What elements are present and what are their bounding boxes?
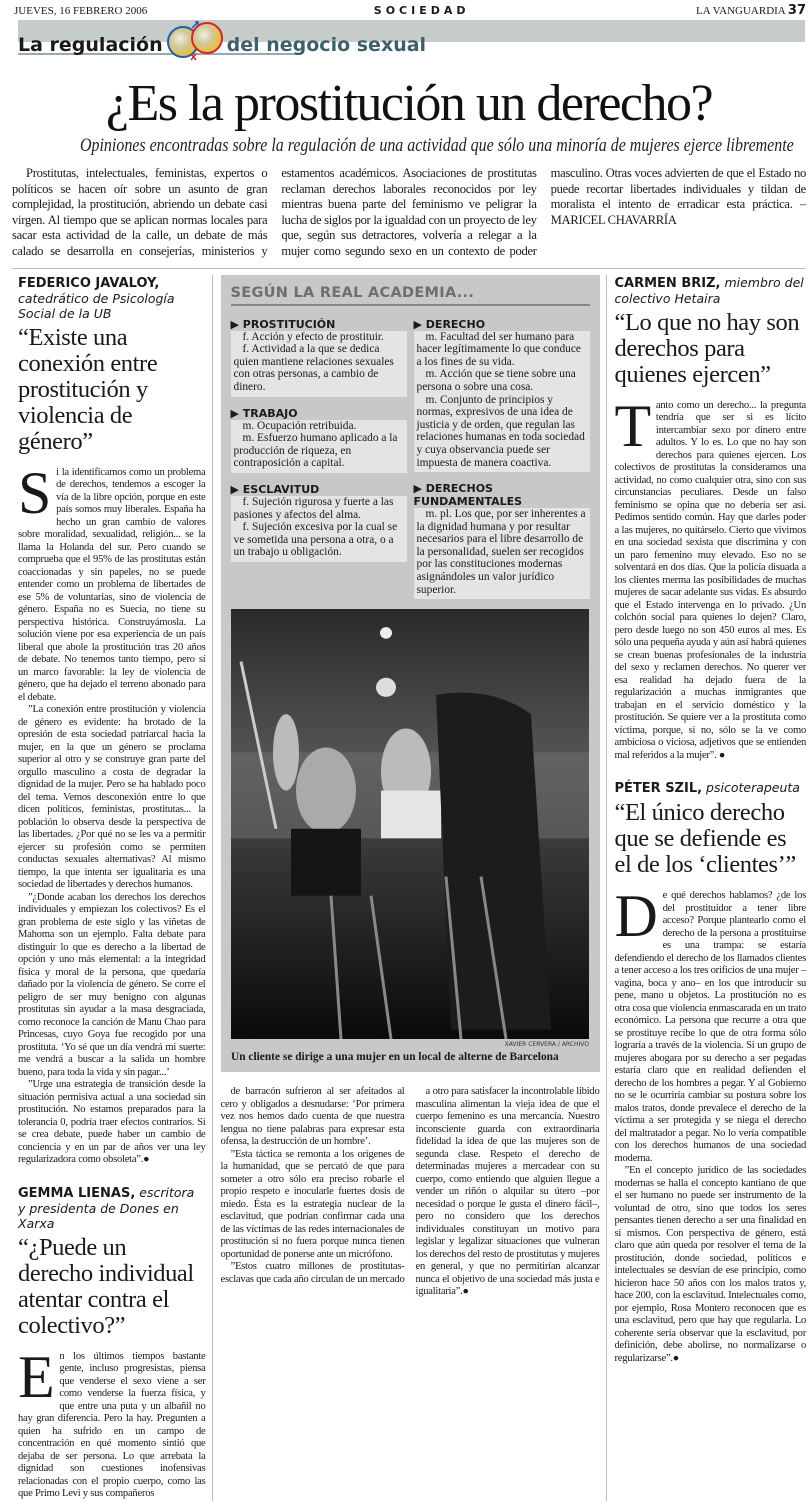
folio [12,0,806,20]
subheadline: Opiniones encontradas sobre la regulación de una actividad que sólo una minoría de mujeres ejerce libremente [79,135,794,156]
article-lienas-continued [221,1086,600,1299]
intro-text: Prostitutas, intelectuales, feministas, expertos o políticos se hacen oír sobre un asunto de gran complejidad, la prostitución, abriendo un debate casi virgen. Al tiempo que se aplican normas locales para sacar esta actividad de la calle, un debate de más calado se desarrolla en consejerías, ministerios y estamentos académicos. Asociaciones de prostitutas reclaman derechos laborales reconocidos por ley mientras buena parte del feminismo ve peligrar la lucha de siglos por la igualdad con un proyecto de ley que, según sus detractores, volvería a relegar a la mujer como segundo sexo en un contexto de poder masculino. Otras voces advierten de que el Estado no puede recortar libertades individuales y tildan de moralista el intento de erradicar esta práctica. [12,166,806,258]
paragraph: m. Ocupación retribuida. [242,419,357,432]
term: ▶ DERECHOS FUNDAMENTALES [413,482,523,509]
author-name: GEMMA LIENAS, [18,1185,136,1201]
author-name: FEDERICO JAVALOY, [18,275,160,291]
dropcap: D [614,883,658,950]
term: ▶ ESCLAVITUD [230,482,320,496]
dropcap: T [614,392,651,459]
paragraph: f. Sujeción excesiva por la cual se ve sometida una persona a otra, o a un trabajo u obligación. [233,521,398,559]
definition-entry [231,407,407,473]
byline [615,780,807,796]
dropcap: E [18,1343,55,1410]
article-briz [615,275,807,763]
article-body [18,1343,206,1501]
author-name: PÉTER SZIL, [614,781,703,797]
paragraph: m. Esfuerzo humano aplicado a la producción de riqueza, en contraposición a capital. [233,432,398,470]
article-lienas [18,1185,206,1501]
author-role: miembro del colectivo Hetaira [614,274,804,306]
article-szil [615,780,807,1365]
column-rule [212,275,213,1501]
paragraph: a otro para satisfacer la incontrolable libido masculina alimentan la vieja idea de que el cuerpo femenino es una mercancía. Nuestro inconsciente guarda con extraordinaria fidelidad la idea de que las mujeres son de segunda clase. Respeto el derecho de determinadas mujeres a mercadear con su cuerpo, como entiendo que alguien llegue a vender un riñón o alquilar su útero –por necesidad o porque le gusta el dinero fácil–, pero no considero que los derechos individuales constituyan un motivo para legislar y legalizar situaciones que vulneran los derechos del resto de prostitutas y mujeres en general, y que no permitirían alcanzar nunca el objetivo de una sociedad más justa e igualitaria”.● [415,1086,600,1298]
issue-date: JUEVES, 16 FEBRERO 2006 [14,5,148,17]
paragraph: m. Facultad del ser humano para hacer legítimamente lo que conduce a los fines de su vida. [416,330,581,368]
article-body [18,459,206,1167]
definition-entry [231,318,407,397]
dropcap: S [18,459,52,526]
definitions-column [414,318,590,600]
byline [615,275,807,306]
paragraph: i la identificamos como un problema de derechos, tendemos a escoger la vía de la libre opción, porque en este país somos muy liberales. España ha hecho un gran cambio de valores sobre moralidad, sexualidad, religión... se la llama la Holanda del sur. Pero cuando se comprueba que el 95% de las prostitutas están coaccionadas y sin papeles, no se puede entender como un problema de libertades de ese 5% de voluntarias, sino de violencia de género. España no es Suecia, no tiene su perspectiva histórica. Construyámosla. La solución viene por esa experiencia de un país liberal que abole la prostitución tras 20 años de debate. No tenemos tanto tiempo, pero sí un marco favorable: la ley de violencia de género, que ha dejado el terreno abonado para el debate. [18,466,206,703]
definition-entry [231,483,407,562]
divider [12,268,806,269]
paper-folio [696,3,806,18]
kicker-left: La regulación [18,34,163,56]
paragraph: m. Conjunto de principios y normas, expresivos de una idea de justicia y de orden, que regulan las relaciones humanas en toda sociedad y cuya observancia puede ser impuesta de manera coactiva. [416,393,585,469]
paragraph: f. Acción y efecto de prostituir. [242,330,384,343]
article-lienas-col2 [221,1086,405,1299]
author-role: escritora y presidenta de Dones en Xarxa [18,1184,195,1231]
pull-quote: “¿Puede un derecho individual atentar contra el colectivo?” [18,1233,194,1339]
term: ▶ DERECHO [413,317,486,331]
photo-club [231,609,589,1039]
definition-entry [414,318,590,473]
page-number: 37 [787,3,806,18]
box-rule [231,304,590,306]
pull-quote: “Lo que no hay son derechos para quienes ejercen” [614,308,800,388]
center-column [221,275,600,1501]
paragraph: ”En el concepto jurídico de las sociedades modernas se halla el concepto kantiano de que el ser humano no puede ser instrumento de la voluntad de otro, sino que todos los seres pensantes tienen derecho a ser una finalidad en sí mismos. Con perspectiva de género, está claro que aún queda por resolver el tema de la prostitución, donde sociedad, políticos e intelectuales se desvían de ese principio, como hicieron hace 50 años con los malos tratos y, hace 200, con la esclavitud. Intelectuales como, por ejemplo, Rosa Montero reconocen que es una esclavitud, pero que hay que regularla. Lo coherente sería observar que la esclavitud, por definición, debe abolirse, no normalizarse o regularizarse”.● [614,1165,806,1364]
left-column [18,275,206,1501]
headline: ¿Es la prostitución un derecho? [105,75,713,132]
paragraph: m. Acción que se tiene sobre una persona o sobre una cosa. [416,368,576,393]
pull-quote: “El único derecho que se defiende es el de los ‘clientes’” [614,799,796,879]
paragraph: ”Urge una estrategia de transición desde la situación permisiva actual a una sociedad sin prostitución. No estamos preparados para la tolerancia 0, podría traer efectos contrarios. Si se crea debate, puede haber un cambio de conciencia y en un par de años ver una ley regularizadora como obsoleta”.● [18,1079,206,1166]
definitions [231,318,590,600]
term: ▶ TRABAJO [230,406,298,420]
kicker-right: del negocio sexual [226,34,427,56]
definition-entry [414,482,590,599]
section-name: SOCIEDAD [373,4,470,17]
definitions-box [221,275,600,1073]
definitions-column [231,318,407,600]
byline [18,1185,206,1231]
intro [12,166,806,260]
paragraph: e qué derechos hablamos? ¿de los del prostituidor a tener libre acceso? Porque plantearlo como el derecho de la persona a prostituirse es una trampa: se estaría defendiendo el derecho de los llamados clientes a tener acceso a los tres orificios de una mujer –vagina, boca y ano– en los que introducir su pene, mano u objetos. La prostitución no es otra cosa que violencia enmascarada en un trato económico. La persona que recurre a otra que se prostituye recibe lo que de otra forma sólo lograría a través de la violencia. Si un grupo de mujeres abogara por su derecho a ser pegadas estaría claro que en realidad defienden el derecho de los hombres a pegar. Y al Gobierno no se le ocurriría cambiar su postura sobre los malos tratos, donde prevalece el derecho de la víctima a ser protegida y se niega el derecho del maltratador a pegar. No lo vería compatible con los derechos humanos de una sociedad moderna. [614,890,806,1164]
photo-caption: Un cliente se dirige a una mujer en un local de alterne de Barcelona [231,1051,559,1064]
term: ▶ PROSTITUCIÓN [230,317,336,331]
photo-credit: XAVIER CERVERA / ARCHIVO [504,1041,589,1049]
author-name: CARMEN BRIZ, [614,275,721,291]
paragraph: anto como un derecho... la pregunta tendría que ser si es lícito intercambiar sexo por dinero entre adultos. Y lo es. Lo que no hay son derechos para quienes ejercen. Los colectivos de prostitutas la consideramos una actividad, no como cualquier otra, sino con sus circunstancias peculiares. Desde un falso feminismo se opina que no debería ser así. Pedimos sentido común. Hay que darles poder a las mujeres, no quitárselo. Cierto que vivimos en una sociedad sexista que discrimina y con un paro femenino muy elevado. Eso no se solventará en dos días. Que la policía disuada a los clientes merma las posibilidades de muchas mujeres de sacar adelante sus vidas. Es absurdo que el Estado intervenga en lo privado. ¿Un colchón social para quienes lo dejen? Claro, pero desde luego no son 450 euros al mes. Es sólo una pequeña ayuda y aún así habrá quienes se crean buenas profesionales de la industria del sexo y reclamen derechos. No querer ver esa realidad ha dejado fuera de la regularización a muchas inmigrantes que trabajan en el servicio doméstico y la prostitución. Se quiere ver a la prostituta como víctima, porque, si no, sólo se la ve como ambiciosa o viciosa, adjetivos que se entienden mal referidos a la mujer”. ● [614,399,806,761]
paragraph: de barracón sufrieron al ser afeitados al cero y obligados a desnudarse: ‘Por primera vez nos hemos dado cuenta de que nuestra lengua no tiene palabras para expresar esta ofensa, la destrucción de un hombre’. [220,1086,405,1148]
article-lienas-col3 [416,1086,600,1299]
paragraph: m. pl. Los que, por ser inherentes a la dignidad humana y por resultar necesarios para el libre desarrollo de la personalidad, suelen ser recogidos por las constituciones modernas asignándoles un valor jurídico superior. [416,508,586,596]
subheadline-wrap [12,134,806,162]
kicker-row [18,22,426,56]
article-body [614,392,807,763]
paragraph: n los últimos tiempos bastante gente, incluso progresistas, piensa que venderse el sexo viene a ser como venderse la fuerza física, y que entre una puta y un albañil no hay gran diferencia. Pero la hay. Pregunten a quien ha sufrido en un campo de concentración en qué momento sintió que dejaba de ser persona. Lo que arrebata la dignidad son cuestiones inofensivas relacionadas con el propio cuerpo, como las que Primo Levi y sus compañeros [18,1350,206,1500]
photo-image [231,609,589,1039]
pull-quote: “Existe una conexión entre prostitución y violencia de género” [18,323,158,455]
paragraph: f. Actividad a la que se dedica quien mantiene relaciones sexuales con otras personas, a cambio de dinero. [233,343,394,393]
paper-name: LA VANGUARDIA [696,5,786,17]
paragraph: ”La conexión entre prostitución y violencia de género es evidente: ha brotado de la opresión de esta sociedad patriarcal hacia la mujer, en la que un género se proclama superior al otro y se construye gran parte del orgullo masculino a costa de degradar la dignidad de la mujer. Pero se ha hablado poco del tema. Vemos desconexión entre lo que dicen políticos, feministas, prostitutas... la población lo observa desde la perspectiva de las libertades. ¿Por qué no se les va a permitir ejercer su profesión como se permiten conductas sexuales alternativas? Al mismo tiempo, la que intenta ser igualitaria es una sociedad de libertades y derechos humanos. [18,704,206,891]
paragraph: ”Esta táctica se remonta a los orígenes de la humanidad, que se percató de que para someter a otro sólo era preciso robarle el propio respeto e inocularle fuertes dosis de miedo. Ésta es la estrategia nuclear de la esclavitud, que podrían confirmar cada una de las víctimas de las redes internacionales de prostitución si no fuera porque nunca tienen oportunidad de ponerse ante un micrófono. [220,1148,405,1260]
intro-author: – MARICEL CHAVARRÍA [550,197,806,227]
euro-coins-gender-icon [165,20,225,62]
byline [18,275,206,321]
author-role: psicoterapeuta [706,780,800,796]
paragraph: f. Sujeción rigurosa y fuerte a las pasiones y afectos del alma. [233,495,394,521]
article-body [614,883,807,1365]
column-rule [606,275,607,1501]
article-javaloy [18,275,206,1167]
right-column [615,275,807,1501]
paragraph: ”¿Donde acaban los derechos los derechos individuales y empiezan los colectivos? Es el gran problema de este siglo y las viñetas de Mahoma son un ejemplo. Falta debate para distinguir lo que es derecho a la libertad de opción y uno más elemental: a la integridad física y moral de la persona, que quedaría dañado por la violencia de género. Se corre el peligro de ser muy benigno con algunas prostitutas sin ayudar a la masa desgraciada, como reconoce la canción de Manu Chao para Princesas, cuyo Goya fue recogido por una prostituta. ‘Yo sé que un día vendrá mi suerte: me vendrá a buscar a la salida un hombre bueno, para toda la vida y sin pagar...’ [18,891,206,1078]
kicker [18,20,806,66]
box-title: SEGÚN LA REAL ACADEMIA... [230,284,475,301]
paragraph: ”Estos cuatro millones de prostitutas-esclavas que cada año circulan de un mercado [220,1261,405,1285]
author-role: catedrático de Psicología Social de la UB [18,290,175,321]
main-area [12,275,806,1501]
